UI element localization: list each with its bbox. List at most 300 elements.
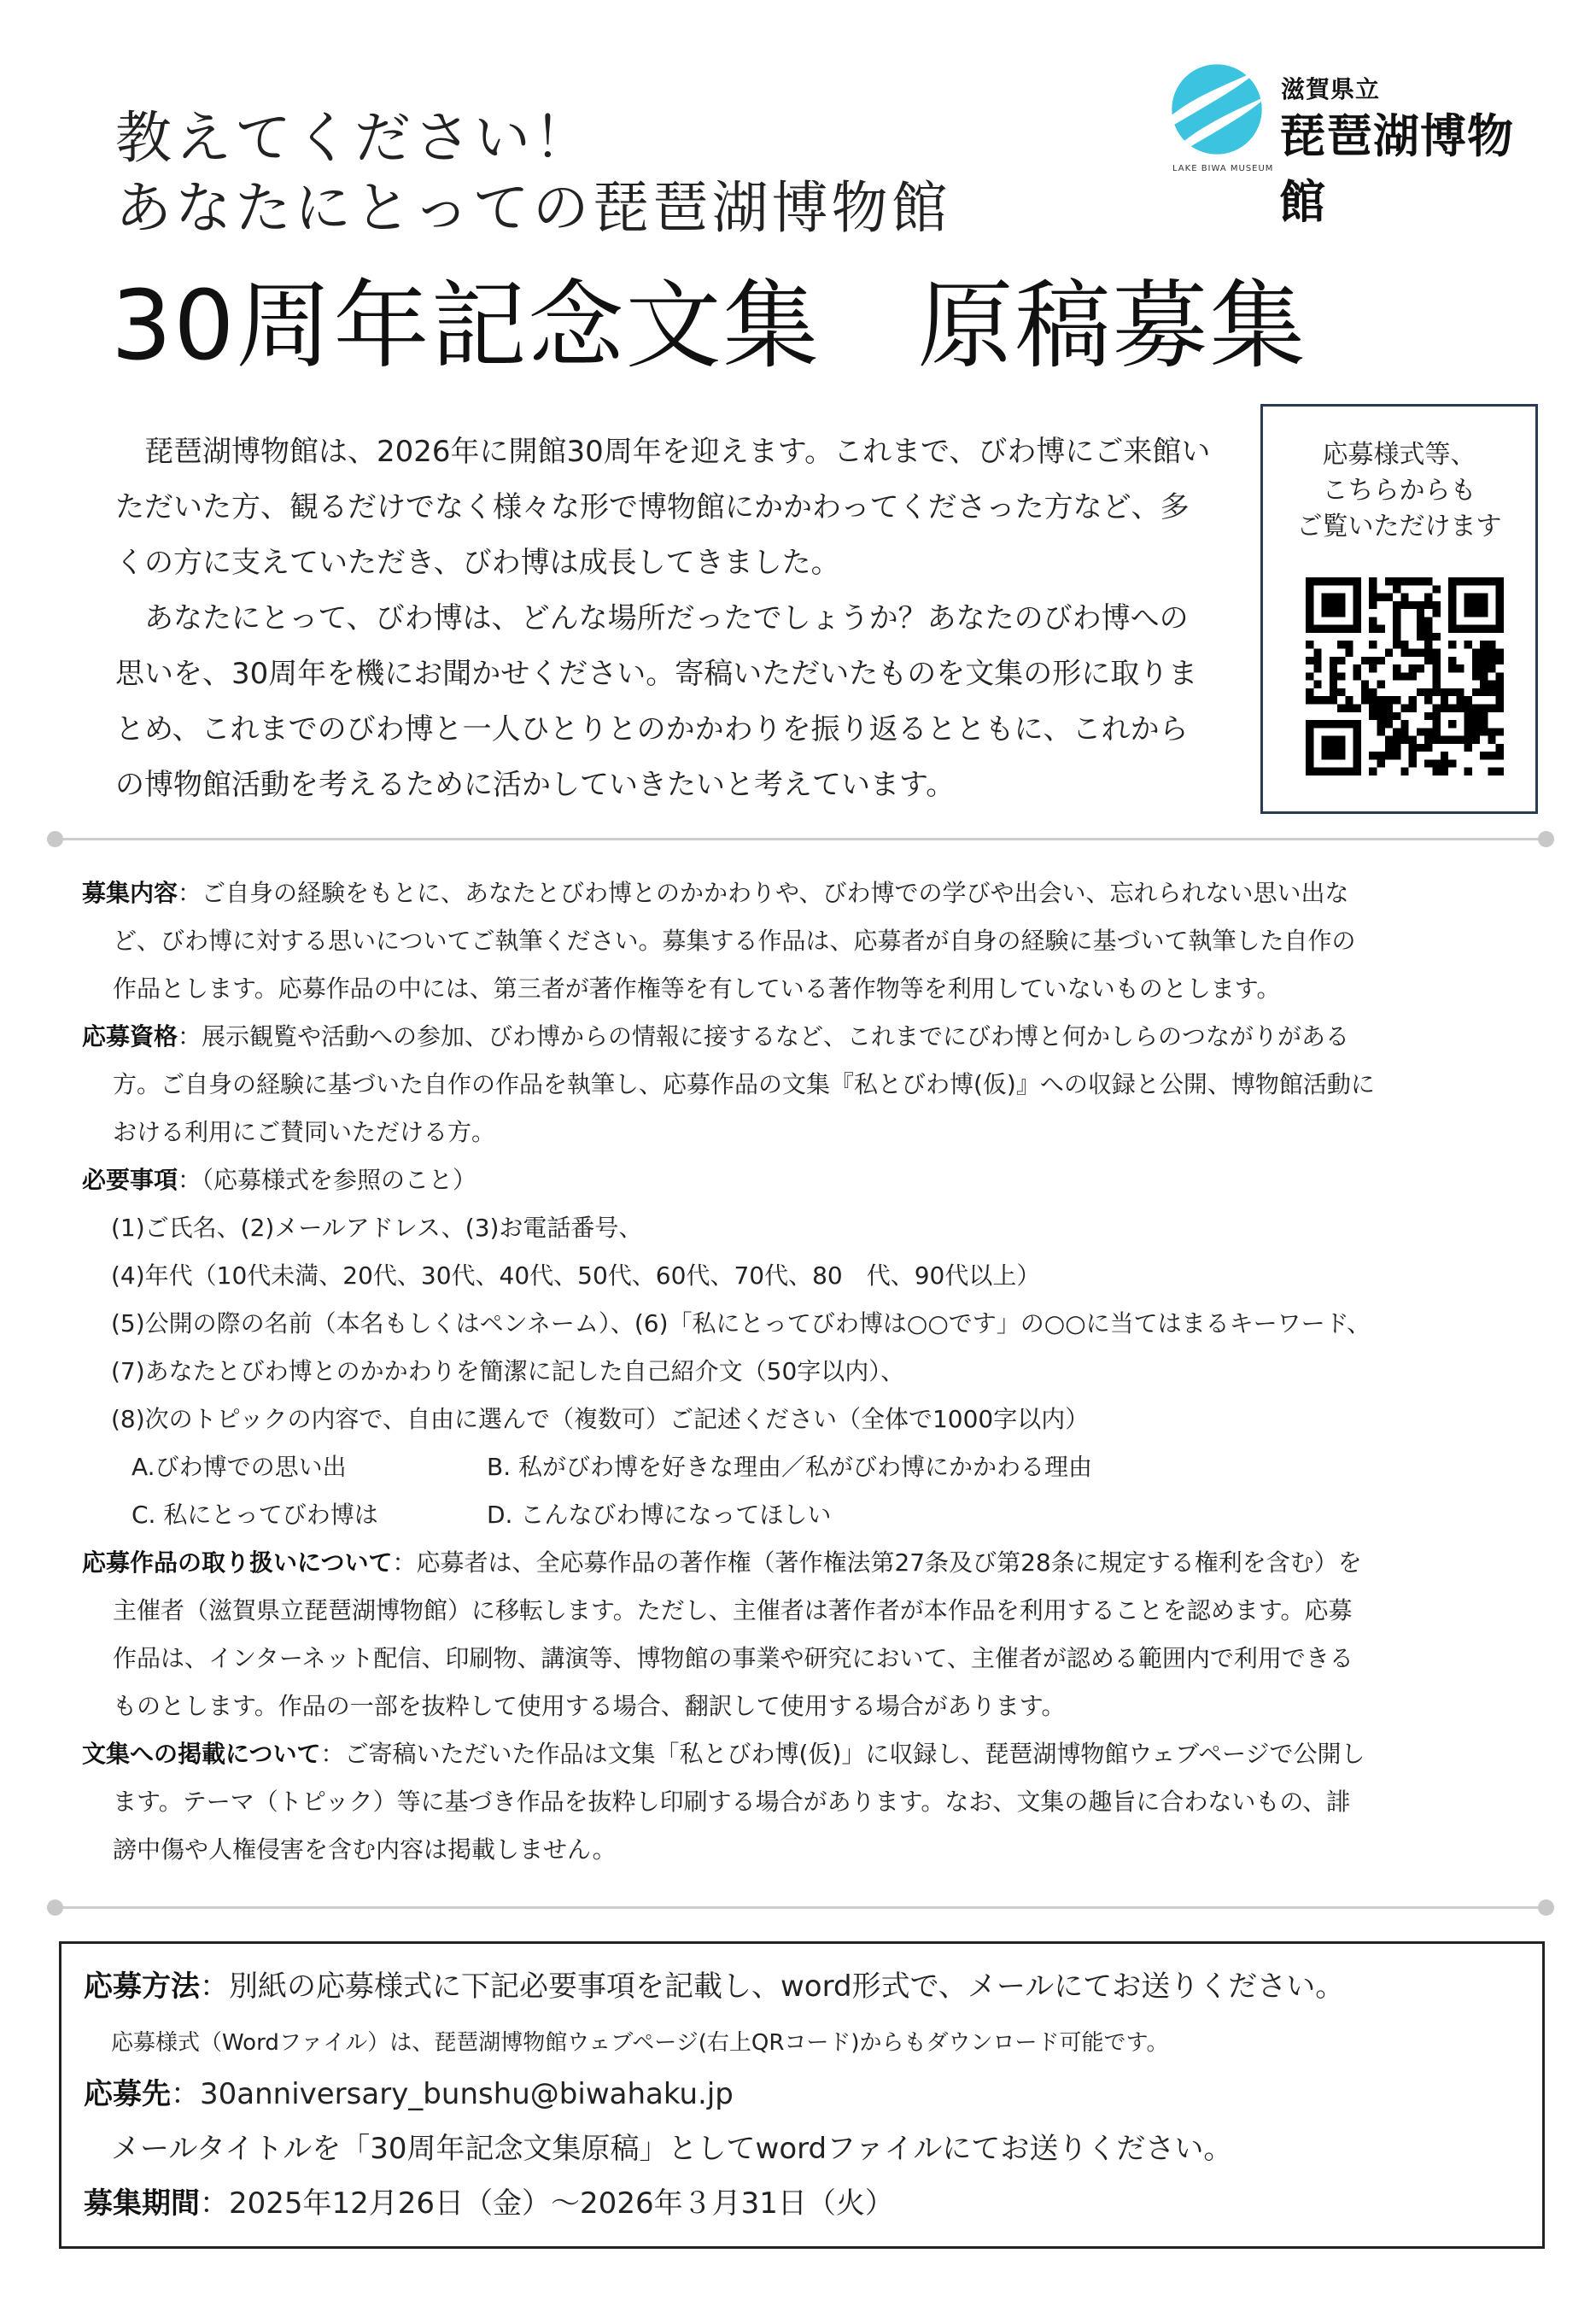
intro-paragraph: あなたにとって、びわ博は、どんな場所だったでしょうか？あなたのびわ博への思いを、30周年を機にお聞かせください。寄稿いただいたものを文集の形に取りまとめ、これまでのびわ博と一人ひとりとのかかわりを振り返るとともに、これからの博物館活動を考えるために活かしていきたいと考えています。 xyxy=(115,601,1198,802)
qr-module xyxy=(1432,601,1440,609)
qr-module xyxy=(1330,672,1337,680)
qr-module xyxy=(1400,601,1408,609)
qr-module xyxy=(1448,641,1456,648)
qr-module xyxy=(1409,649,1417,657)
qr-module xyxy=(1464,594,1472,601)
qr-module xyxy=(1353,759,1361,767)
qr-module xyxy=(1480,720,1488,728)
qr-module xyxy=(1369,664,1377,672)
qr-module xyxy=(1337,752,1345,759)
qr-module xyxy=(1377,712,1385,720)
qr-module xyxy=(1330,664,1337,672)
qr-module xyxy=(1448,759,1456,767)
qr-module xyxy=(1472,712,1480,720)
qr-module xyxy=(1322,752,1330,759)
qr-module xyxy=(1480,704,1488,711)
qr-module xyxy=(1322,736,1330,744)
qr-module xyxy=(1496,625,1504,633)
qr-module xyxy=(1353,594,1361,601)
qr-module xyxy=(1441,704,1448,711)
qr-module xyxy=(1496,688,1504,696)
qr-module xyxy=(1488,752,1495,759)
qr-module xyxy=(1480,657,1488,664)
qr-module xyxy=(1464,696,1472,704)
qr-module xyxy=(1330,681,1337,688)
qr-module xyxy=(1432,664,1440,672)
qr-module xyxy=(1313,696,1321,704)
qr-module xyxy=(1448,601,1456,609)
qr-module xyxy=(1472,672,1480,680)
qr-module xyxy=(1400,736,1408,744)
handling-text-line: ものとします。作品の一部を抜粋して使用する場合、翻訳して使用する場合があります。 xyxy=(113,1692,1066,1720)
required-label: 必要事項 xyxy=(82,1166,178,1194)
qr-module xyxy=(1472,736,1480,744)
qr-module xyxy=(1432,681,1440,688)
qr-module xyxy=(1369,704,1377,711)
qr-module xyxy=(1385,594,1393,601)
qr-module xyxy=(1377,720,1385,728)
qr-module xyxy=(1496,609,1504,617)
header-line-2: あなたにとっての琵琶湖博物館 xyxy=(115,175,951,241)
qr-module xyxy=(1496,728,1504,735)
qr-module xyxy=(1480,594,1488,601)
qr-module xyxy=(1337,736,1345,744)
qr-module xyxy=(1424,728,1432,735)
qr-module xyxy=(1480,625,1488,633)
qr-module xyxy=(1345,704,1353,711)
qr-module xyxy=(1488,625,1495,633)
qr-module xyxy=(1353,609,1361,617)
required-item: (1)ご氏名、(2)メールアドレス、(3)お電話番号、 xyxy=(111,1214,643,1242)
qr-module xyxy=(1432,712,1440,720)
qr-module xyxy=(1400,704,1408,711)
qr-module xyxy=(1464,625,1472,633)
qr-module xyxy=(1353,720,1361,728)
qr-module xyxy=(1369,601,1377,609)
qr-module xyxy=(1417,744,1424,752)
qr-module xyxy=(1472,594,1480,601)
qr-module xyxy=(1353,704,1361,711)
qr-module xyxy=(1337,577,1345,585)
qr-module xyxy=(1480,649,1488,657)
qr-module xyxy=(1417,649,1424,657)
qr-module xyxy=(1306,744,1313,752)
qr-module xyxy=(1353,728,1361,735)
qr-module xyxy=(1369,641,1377,648)
qr-module xyxy=(1488,649,1495,657)
qr-module xyxy=(1306,736,1313,744)
required-item: (7)あなたとびわ博とのかかわりを簡潔に記した自己紹介文（50字以内）、 xyxy=(111,1357,905,1385)
qr-module xyxy=(1330,601,1337,609)
qr-module xyxy=(1424,625,1432,633)
qr-module xyxy=(1377,696,1385,704)
application-box xyxy=(59,1941,1545,2249)
qr-module xyxy=(1496,768,1504,775)
method-label: 応募方法 xyxy=(84,1969,200,2004)
qr-module xyxy=(1385,712,1393,720)
qr-module xyxy=(1369,585,1377,593)
qr-module xyxy=(1313,681,1321,688)
qr-module xyxy=(1361,688,1369,696)
qr-module xyxy=(1456,577,1464,585)
qr-module xyxy=(1306,720,1313,728)
qr-module xyxy=(1361,681,1369,688)
handling-text: 応募者は、全応募作品の著作権（著作権法第27条及び第28条に規定する権利を含む）を xyxy=(416,1548,1362,1577)
qr-module xyxy=(1306,577,1313,585)
qr-module xyxy=(1456,696,1464,704)
qr-module xyxy=(1400,594,1408,601)
destination-label: 応募先 xyxy=(84,2077,171,2111)
qr-module xyxy=(1337,672,1345,680)
qr-module xyxy=(1393,752,1400,759)
qr-module xyxy=(1369,625,1377,633)
qr-module xyxy=(1496,657,1504,664)
eligibility-text-line: おける利用にご賛同いただける方。 xyxy=(113,1118,496,1146)
qr-module xyxy=(1369,696,1377,704)
qr-module xyxy=(1322,768,1330,775)
qr-module xyxy=(1369,712,1377,720)
qr-module xyxy=(1409,744,1417,752)
topic-d: D. こんなびわ博になってほしい xyxy=(487,1501,832,1529)
content-text-line: ど、びわ博に対する思いについてご執筆ください。募集する作品は、応募者が自身の経験に基づいて執筆した自作の xyxy=(113,927,1356,955)
qr-module xyxy=(1448,609,1456,617)
qr-module xyxy=(1353,585,1361,593)
qr-module xyxy=(1496,672,1504,680)
qr-module xyxy=(1448,704,1456,711)
qr-module xyxy=(1448,577,1456,585)
qr-module xyxy=(1448,617,1456,624)
qr-module xyxy=(1377,657,1385,664)
qr-module xyxy=(1393,625,1400,633)
qr-module xyxy=(1424,641,1432,648)
publication-text: ご寄稿いただいた作品は文集「私とびわ博(仮)」に収録し、琵琶湖博物館ウェブページで公開し xyxy=(344,1740,1365,1768)
qr-module xyxy=(1464,712,1472,720)
qr-module xyxy=(1432,759,1440,767)
qr-module xyxy=(1400,768,1408,775)
qr-module xyxy=(1496,681,1504,688)
qr-module xyxy=(1464,720,1472,728)
qr-module xyxy=(1417,577,1424,585)
qr-module xyxy=(1488,736,1495,744)
qr-module xyxy=(1424,736,1432,744)
qr-module xyxy=(1337,594,1345,601)
qr-module xyxy=(1393,585,1400,593)
qr-module xyxy=(1353,577,1361,585)
qr-module xyxy=(1464,744,1472,752)
qr-module xyxy=(1306,601,1313,609)
qr-module xyxy=(1393,696,1400,704)
method-text: 別紙の応募様式に下記必要事項を記載し、word形式で、メールにてお送りください。 xyxy=(229,1969,1345,2004)
qr-module xyxy=(1496,577,1504,585)
logo-prefecture: 滋賀県立 xyxy=(1281,75,1381,103)
qr-module xyxy=(1480,641,1488,648)
qr-module xyxy=(1448,736,1456,744)
qr-module xyxy=(1337,657,1345,664)
qr-module xyxy=(1377,625,1385,633)
qr-module xyxy=(1441,752,1448,759)
qr-module xyxy=(1496,617,1504,624)
eligibility-row xyxy=(82,1013,1542,1061)
qr-module xyxy=(1306,585,1313,593)
qr-module xyxy=(1496,649,1504,657)
handling-text-line: 主催者（滋賀県立琵琶湖博物館）に移転します。ただし、主催者は著作者が本作品を利用することを認めます。応募 xyxy=(113,1596,1353,1624)
qr-module xyxy=(1322,696,1330,704)
qr-module xyxy=(1353,664,1361,672)
qr-module xyxy=(1488,664,1495,672)
qr-module xyxy=(1480,664,1488,672)
qr-module xyxy=(1322,594,1330,601)
qr-module xyxy=(1488,577,1495,585)
qr-module xyxy=(1464,601,1472,609)
qr-module xyxy=(1464,736,1472,744)
qr-module xyxy=(1456,704,1464,711)
qr-module xyxy=(1472,657,1480,664)
qr-module xyxy=(1322,625,1330,633)
qr-module xyxy=(1322,609,1330,617)
qr-module xyxy=(1432,657,1440,664)
qr-module xyxy=(1393,736,1400,744)
qr-module xyxy=(1496,744,1504,752)
qr-module xyxy=(1337,609,1345,617)
qr-caption-line: 応募様式等、 xyxy=(1322,440,1476,470)
qr-module xyxy=(1330,744,1337,752)
qr-module xyxy=(1472,601,1480,609)
qr-module xyxy=(1432,720,1440,728)
qr-module xyxy=(1456,625,1464,633)
logo-name: 琵琶湖博物館 xyxy=(1279,109,1514,229)
content-label: 募集内容 xyxy=(82,879,178,907)
qr-module xyxy=(1472,664,1480,672)
topic-c: C. 私にとってびわ博は xyxy=(132,1501,378,1529)
qr-module xyxy=(1464,768,1472,775)
qr-module xyxy=(1369,752,1377,759)
qr-caption xyxy=(1263,437,1535,545)
qr-module xyxy=(1306,625,1313,633)
qr-module xyxy=(1369,688,1377,696)
qr-module xyxy=(1337,641,1345,648)
qr-module xyxy=(1448,688,1456,696)
handling-label: 応募作品の取り扱いについて xyxy=(82,1548,393,1577)
qr-module xyxy=(1472,577,1480,585)
qr-module xyxy=(1496,601,1504,609)
required-item: (5)公開の際の名前（本名もしくはペンネーム）、(6)「私にとってびわ博は○○です」の○○に当てはまるキーワード、 xyxy=(111,1309,1371,1337)
qr-module xyxy=(1488,768,1495,775)
publication-row xyxy=(82,1730,1542,1778)
logo-english: LAKE BIWA MUSEUM xyxy=(1172,164,1274,173)
separator: ： xyxy=(200,2186,229,2221)
qr-module xyxy=(1472,625,1480,633)
qr-module xyxy=(1448,625,1456,633)
eligibility-label: 応募資格 xyxy=(82,1022,178,1051)
museum-logo xyxy=(1166,47,1550,229)
lake-biwa-logo-icon xyxy=(1170,62,1264,156)
qr-module xyxy=(1417,728,1424,735)
qr-module xyxy=(1393,641,1400,648)
method-row xyxy=(84,1963,1344,2005)
qr-module xyxy=(1488,641,1495,648)
section-divider xyxy=(56,838,1546,840)
qr-module xyxy=(1385,752,1393,759)
qr-module xyxy=(1393,744,1400,752)
qr-module xyxy=(1496,696,1504,704)
qr-module xyxy=(1306,594,1313,601)
qr-module xyxy=(1345,641,1353,648)
qr-module xyxy=(1369,768,1377,775)
qr-module xyxy=(1448,720,1456,728)
qr-module xyxy=(1464,728,1472,735)
qr-module xyxy=(1361,696,1369,704)
qr-module xyxy=(1313,768,1321,775)
qr-module xyxy=(1424,649,1432,657)
qr-module xyxy=(1353,672,1361,680)
qr-module xyxy=(1306,617,1313,624)
qr-module xyxy=(1306,768,1313,775)
qr-module xyxy=(1385,720,1393,728)
period-row xyxy=(84,2180,894,2221)
qr-module xyxy=(1441,688,1448,696)
email-link[interactable]: 30anniversary_bunshu@biwahaku.jp xyxy=(200,2077,734,2111)
details-section xyxy=(82,869,1542,1874)
qr-module xyxy=(1488,688,1495,696)
qr-module xyxy=(1337,601,1345,609)
qr-module xyxy=(1456,688,1464,696)
qr-module xyxy=(1488,728,1495,735)
qr-module xyxy=(1330,688,1337,696)
qr-module xyxy=(1393,609,1400,617)
qr-module xyxy=(1385,744,1393,752)
qr-module xyxy=(1337,744,1345,752)
qr-module xyxy=(1345,577,1353,585)
section-divider xyxy=(56,1906,1546,1909)
qr-module xyxy=(1330,577,1337,585)
qr-module xyxy=(1361,657,1369,664)
qr-module xyxy=(1393,712,1400,720)
qr-module xyxy=(1488,681,1495,688)
qr-module xyxy=(1353,601,1361,609)
qr-module xyxy=(1337,768,1345,775)
qr-module xyxy=(1417,601,1424,609)
qr-module xyxy=(1322,601,1330,609)
qr-module xyxy=(1330,609,1337,617)
qr-module xyxy=(1306,728,1313,735)
qr-caption-line: ご覧いただけます xyxy=(1296,512,1502,541)
separator: ： xyxy=(320,1740,345,1768)
qr-module xyxy=(1424,688,1432,696)
qr-module xyxy=(1496,594,1504,601)
qr-module xyxy=(1472,728,1480,735)
qr-module xyxy=(1472,688,1480,696)
qr-module xyxy=(1432,585,1440,593)
qr-module xyxy=(1337,625,1345,633)
qr-module xyxy=(1417,688,1424,696)
qr-module xyxy=(1400,649,1408,657)
qr-module xyxy=(1377,681,1385,688)
qr-module xyxy=(1480,601,1488,609)
qr-module xyxy=(1480,672,1488,680)
qr-module xyxy=(1480,752,1488,759)
qr-module xyxy=(1448,594,1456,601)
separator: ： xyxy=(178,879,202,907)
qr-module xyxy=(1330,720,1337,728)
qr-module xyxy=(1393,617,1400,624)
required-item: (4)年代（10代未満、20代、30代、40代、50代、60代、70代、80 代、90代以上） xyxy=(111,1261,1041,1290)
qr-module xyxy=(1464,577,1472,585)
qr-module xyxy=(1369,594,1377,601)
qr-module xyxy=(1377,728,1385,735)
qr-module xyxy=(1424,594,1432,601)
qr-module xyxy=(1417,625,1424,633)
qr-module xyxy=(1385,704,1393,711)
qr-module xyxy=(1409,752,1417,759)
qr-module xyxy=(1345,649,1353,657)
qr-module xyxy=(1432,728,1440,735)
qr-module xyxy=(1480,577,1488,585)
qr-module xyxy=(1488,657,1495,664)
publication-text-line: ます。テーマ（トピック）等に基づき作品を抜粋し印刷する場合があります。なお、文集の趣旨に合わないもの、誹 xyxy=(113,1788,1351,1816)
qr-module xyxy=(1441,696,1448,704)
qr-module xyxy=(1409,577,1417,585)
qr-module xyxy=(1330,625,1337,633)
qr-module xyxy=(1417,617,1424,624)
qr-module xyxy=(1432,609,1440,617)
qr-module xyxy=(1409,672,1417,680)
qr-module xyxy=(1400,672,1408,680)
qr-module xyxy=(1377,594,1385,601)
qr-module xyxy=(1424,696,1432,704)
qr-module xyxy=(1369,577,1377,585)
qr-module xyxy=(1345,768,1353,775)
qr-module xyxy=(1480,681,1488,688)
qr-module xyxy=(1393,728,1400,735)
qr-module xyxy=(1464,641,1472,648)
qr-module xyxy=(1385,577,1393,585)
period-label: 募集期間 xyxy=(84,2186,200,2221)
qr-module xyxy=(1313,720,1321,728)
qr-module xyxy=(1464,609,1472,617)
qr-module xyxy=(1488,704,1495,711)
qr-module xyxy=(1313,577,1321,585)
qr-module xyxy=(1306,641,1313,648)
intro-text xyxy=(115,424,1217,813)
handling-text-line: 作品は、インターネット配信、印刷物、講演等、博物館の事業や研究において、主催者が認める範囲内で利用できる xyxy=(113,1644,1353,1672)
qr-module xyxy=(1353,752,1361,759)
qr-module xyxy=(1393,601,1400,609)
qr-module xyxy=(1432,688,1440,696)
qr-module xyxy=(1409,704,1417,711)
qr-module xyxy=(1306,657,1313,664)
qr-module xyxy=(1306,672,1313,680)
qr-module xyxy=(1417,609,1424,617)
qr-module xyxy=(1393,664,1400,672)
qr-module xyxy=(1330,752,1337,759)
qr-module xyxy=(1306,609,1313,617)
qr-module xyxy=(1353,736,1361,744)
qr-module xyxy=(1330,768,1337,775)
qr-module xyxy=(1337,704,1345,711)
eligibility-text-line: 方。ご自身の経験に基づいた自作の作品を執筆し、応募作品の文集『私とびわ博(仮)』への収録と公開、博物館活動に xyxy=(113,1070,1375,1098)
qr-module xyxy=(1313,664,1321,672)
qr-code-icon[interactable] xyxy=(1306,577,1504,775)
qr-module xyxy=(1472,649,1480,657)
publication-label: 文集への掲載について xyxy=(82,1740,321,1768)
topic-row xyxy=(82,1443,1542,1491)
period-text: 2025年12月26日（金）～2026年３月31日（火） xyxy=(229,2186,894,2221)
qr-module xyxy=(1313,625,1321,633)
qr-module xyxy=(1313,649,1321,657)
qr-module xyxy=(1337,688,1345,696)
qr-module xyxy=(1400,720,1408,728)
qr-module xyxy=(1456,664,1464,672)
